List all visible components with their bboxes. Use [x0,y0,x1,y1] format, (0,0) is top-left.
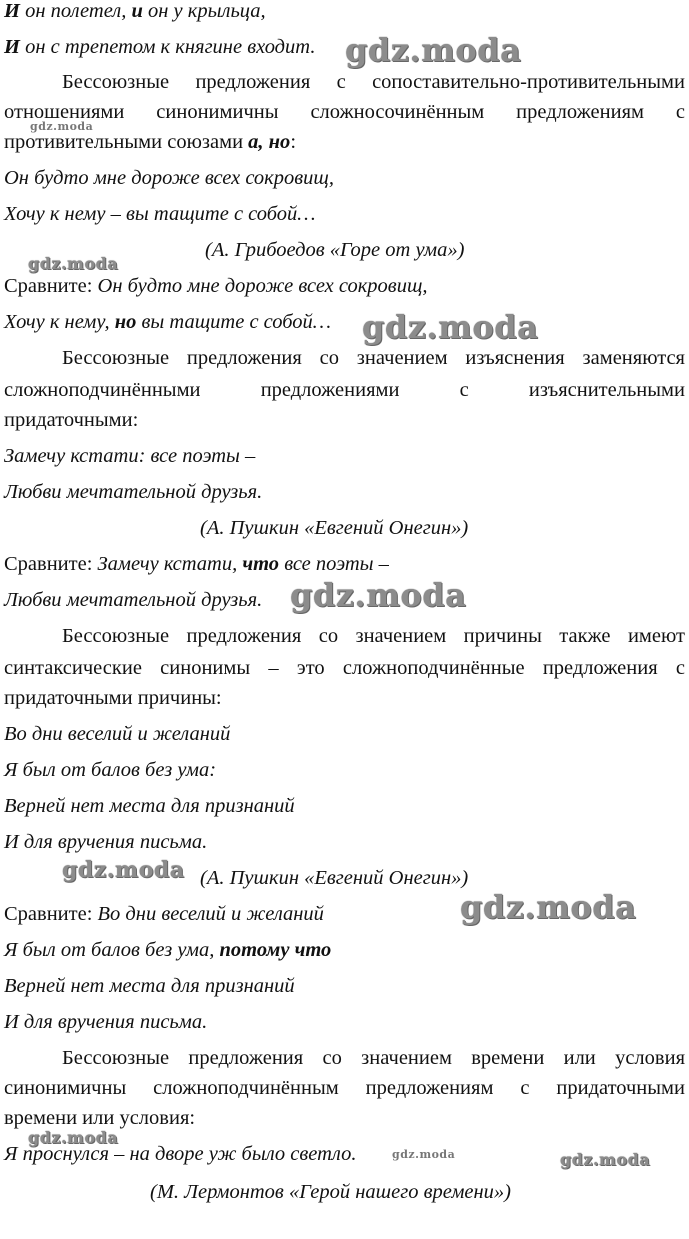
verse-text: Он будто мне дороже всех сокровищ, [97,275,428,297]
citation: (М. Лермонтов «Герой нашего времени») [150,1181,512,1203]
paragraph-line: Бессоюзные предложения со значением причины также имеют [62,625,685,647]
watermark-logo: gdz.moda [460,888,637,926]
verse-line: Во дни веселий и желаний [4,723,231,745]
verse-text: он у крыльца, [142,0,266,22]
paragraph-line: отношениями синонимичны сложносочинённым предложениям с [4,101,685,123]
watermark-logo: gdz.moda [28,1128,119,1147]
bold-word: И [4,36,20,58]
verse-line: Замечу кстати: все поэты – [4,445,256,467]
bold-word: потому что [219,939,332,961]
compare-label: Сравните: [4,553,98,575]
paragraph-line: Бессоюзные предложения со значением изъяснения заменяются [62,347,685,369]
verse-text: Во дни веселий и желаний [97,903,324,925]
verse-line: И для вручения письма. [4,831,208,853]
compare-line [4,272,685,300]
watermark-logo: gdz.moda [362,308,539,346]
compare-label: Сравните: [4,275,98,297]
verse-line [4,0,685,25]
verse-line: Он будто мне дороже всех сокровищ, [4,167,335,189]
compare-line [4,550,685,578]
verse-line: Верней нет места для признаний [4,795,295,817]
paragraph-line: синонимичны сложноподчинённым предложениям с придаточными [4,1077,685,1099]
watermark-logo: gdz.moda [62,857,185,883]
paragraph-line: придаточными: [4,409,139,431]
paragraph-line: Бессоюзные предложения с сопоставительно-противительными [62,71,685,93]
bold-word: а, но [248,131,291,153]
verse-line: Я был от балов без ума: [4,759,217,781]
paragraph-line [4,128,685,156]
verse-text: Замечу кстати, [97,553,243,575]
watermark-logo: gdz.moda [392,1148,456,1161]
verse-line [4,308,685,336]
verse-line: И для вручения письма. [4,1011,208,1033]
citation: (А. Грибоедов «Горе от ума») [205,239,465,261]
verse-text: он полетел, [19,0,132,22]
bold-word: и [131,0,143,22]
paragraph-text: : [290,131,297,153]
watermark-logo: gdz.moda [290,576,467,614]
verse-text: он с трепетом к княгине входит. [19,36,316,58]
verse-line: Верней нет места для признаний [4,975,295,997]
paragraph-line: синтаксические синонимы – это сложноподчинённые предложения с [4,657,685,679]
verse-text: Я был от балов без ума, [4,939,220,961]
paragraph-line: сложноподчинёнными предложениями с изъяснительными [4,379,685,401]
watermark-logo: gdz.moda [28,254,119,273]
citation: (А. Пушкин «Евгений Онегин») [200,517,469,539]
verse-line [4,936,685,964]
paragraph-text: противительными союзами [4,131,249,153]
verse-line: Любви мечтательной друзья. [4,589,263,611]
compare-label: Сравните: [4,903,98,925]
watermark-logo: gdz.moda [345,31,522,69]
paragraph-line: Бессоюзные предложения со значением времени или условия [62,1047,685,1069]
verse-line: Я проснулся – на дворе уж было светло. [4,1143,357,1165]
bold-word: И [4,0,20,22]
verse-line: Любви мечтательной друзья. [4,481,263,503]
bold-word: что [242,553,280,575]
verse-text: вы тащите с собой… [136,311,332,333]
paragraph-line: времени или условия: [4,1107,196,1129]
watermark-logo: gdz.moda [560,1150,651,1169]
paragraph-line: придаточными причины: [4,687,222,709]
watermark-logo: gdz.moda [30,120,94,133]
bold-word: но [114,311,137,333]
verse-text: все поэты – [279,553,389,575]
verse-text: Хочу к нему, [4,311,115,333]
citation: (А. Пушкин «Евгений Онегин») [200,867,469,889]
verse-line: Хочу к нему – вы тащите с собой… [4,203,316,225]
